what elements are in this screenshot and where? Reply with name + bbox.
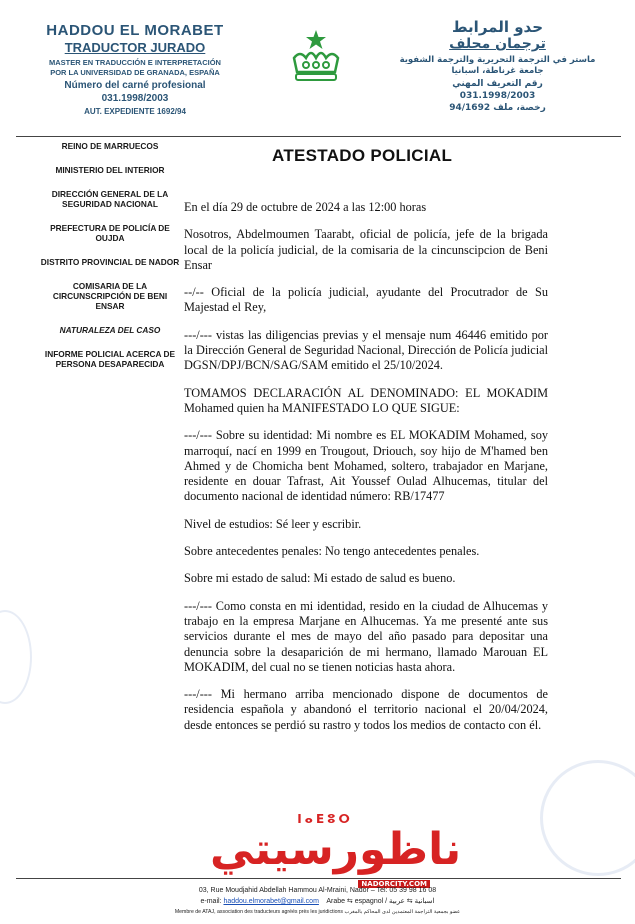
watermark-logo: ناظورسيتي <box>210 824 462 875</box>
expediente: AUT. EXPEDIENTE 1692/94 <box>84 107 186 116</box>
body-paragraph: Sobre mi estado de salud: Mi estado de salud es bueno. <box>184 571 456 586</box>
master-degree: MASTER EN TRADUCCIÓN E INTERPRETACIÓN POR LA UNIVERSIDAD DE GRANADA, ESPAÑA <box>49 58 221 77</box>
site-watermark <box>210 812 462 888</box>
id-label-ar: رقم التعريف المهني <box>452 79 543 89</box>
authority-item: DIRECCIÓN GENERAL DE LA SEGURIDAD NACIONAL <box>51 189 169 209</box>
translator-role-ar: ترجمان محلف <box>449 36 546 52</box>
issuing-authority-column <box>40 141 180 383</box>
body-paragraph: --/-- Oficial de la policía judicial, ayudante del Procutrador de Su Majestad el Rey, <box>184 285 548 315</box>
document-body <box>184 200 548 745</box>
body-paragraph: En el día 29 de octubre de 2024 a las 12:00 horas <box>184 200 427 214</box>
authority-item: MINISTERIO DEL INTERIOR <box>55 165 165 175</box>
body-paragraph: Sobre antecedentes penales: No tengo antecedentes penales. <box>184 544 480 559</box>
body-paragraph: ---/--- vistas las diligencias previas y el mensaje num 46446 emitido por la Dirección General de Seguridad Nacional, Dirección de Policía judicial DGSN/DPJ/BCN/SAG/SAM emitido el 25/10/2024. <box>184 327 548 373</box>
case-nature-label: NATURALEZA DEL CASO <box>59 325 161 335</box>
carne-number: 031.1998/2003 <box>101 93 169 104</box>
body-paragraph: ---/--- Mi hermano arriba mencionado dispone de documentos de residencia española y abandonó el territorio nacional el 20/04/2024, desde entonces se perdió su rastro y todos los medios de contacto con él. <box>184 687 548 732</box>
id-number-ar: 031.1998/2003 <box>459 91 536 101</box>
body-paragraph: ---/--- Sobre su identidad: Mi nombre es EL MOKADIM Mohamed, soy marroquí, nací en 1999 en Trougout, Driouch, soy hijo de M'hamed ben Ahmed y de Chomicha bent Mohamed, soltero, trabajador en Marjane, residente en douar Tafrast, Ait Youssef Oulad Alhucemas, titular del documento nacional de identidad número: RB/17477 <box>184 428 548 504</box>
body-paragraph: ---/--- Como consta en mi identidad, resido en la ciudad de Alhucemas y trabajo en la empresa Marjane en Alhucemas. Ya me presenté ante sus servicios durante el mes de mayo del año pasado para depositar una denuncia sobre la desaparición de mi hermano, llamado Marouan EL MOKADIM, del cual no se tienen noticias hasta ahora. <box>184 598 548 674</box>
translator-name-ar: حدو المرابط <box>451 18 544 36</box>
languages: Arabe ⇆ espagnol / اسبانية ⇆ عربية <box>326 898 435 905</box>
authority-item: PREFECTURA DE POLICÍA DE OUJDA <box>50 223 170 243</box>
email-link[interactable]: haddou.elmorabet@gmail.com <box>223 898 319 905</box>
case-nature-value: INFORME POLICIAL ACERCA DE PERSONA DESAPARECIDA <box>44 349 176 369</box>
translator-role: TRADUCTOR JURADO <box>64 40 206 55</box>
email-label: e-mail: <box>200 898 222 905</box>
authority-item: REINO DE MARRUECOS <box>61 141 159 151</box>
crown-emblem-icon <box>286 28 346 88</box>
body-paragraph: TOMAMOS DECLARACIÓN AL DENOMINADO: EL MOKADIM Mohamed quien ha MANIFESTADO LO QUE SIGUE: <box>184 385 548 415</box>
watermark-tifinagh: ⵏⴰⴹⵓⵔ <box>297 812 353 826</box>
footer-address: 03, Rue Moudjahid Abdellah Hammou Al-Mraini, Nador – Tel: 05 39 98 16 08 <box>198 887 437 894</box>
document-title: ATESTADO POLICIAL <box>272 146 453 165</box>
license-ar: رخصة، ملف 94/1692 <box>449 103 546 113</box>
carne-label: Número del carné profesional <box>64 80 206 91</box>
footer-divider <box>16 878 621 879</box>
master-degree-ar: ماستر في الترجمة التحريرية والترجمة الشفوية جامعة غرناطة، اسبانيا <box>399 55 596 76</box>
body-paragraph: Nivel de estudios: Sé leer y escribir. <box>184 516 362 531</box>
translator-header-arabic <box>380 18 615 113</box>
authority-item: COMISARIA DE LA CIRCUNSCRIPCIÓN DE BENI ENSAR <box>52 281 168 311</box>
faint-stamp-left <box>0 610 32 704</box>
translator-header-latin <box>18 22 252 116</box>
watermark-site: NADORCITY.COM <box>358 880 430 888</box>
translator-name: HADDOU EL MORABET <box>46 22 224 39</box>
membership: Membre de ATAJ, association des traducteurs agréés près les juridictions عضو بجمعية التراجمة المعتمدين لدى المحاكم بالمغرب <box>174 909 461 915</box>
authority-item: DISTRITO PROVINCIAL DE NADOR <box>40 257 180 267</box>
header-divider <box>16 136 621 137</box>
faint-stamp-right <box>540 760 635 876</box>
footer-contact <box>20 896 615 907</box>
body-paragraph: Nosotros, Abdelmoumen Taarabt, oficial de policía, jefe de la brigada local de la policía judicial, de la comisaria de la cincunscipcion de Beni Ensar <box>184 227 548 272</box>
footer <box>20 885 615 918</box>
